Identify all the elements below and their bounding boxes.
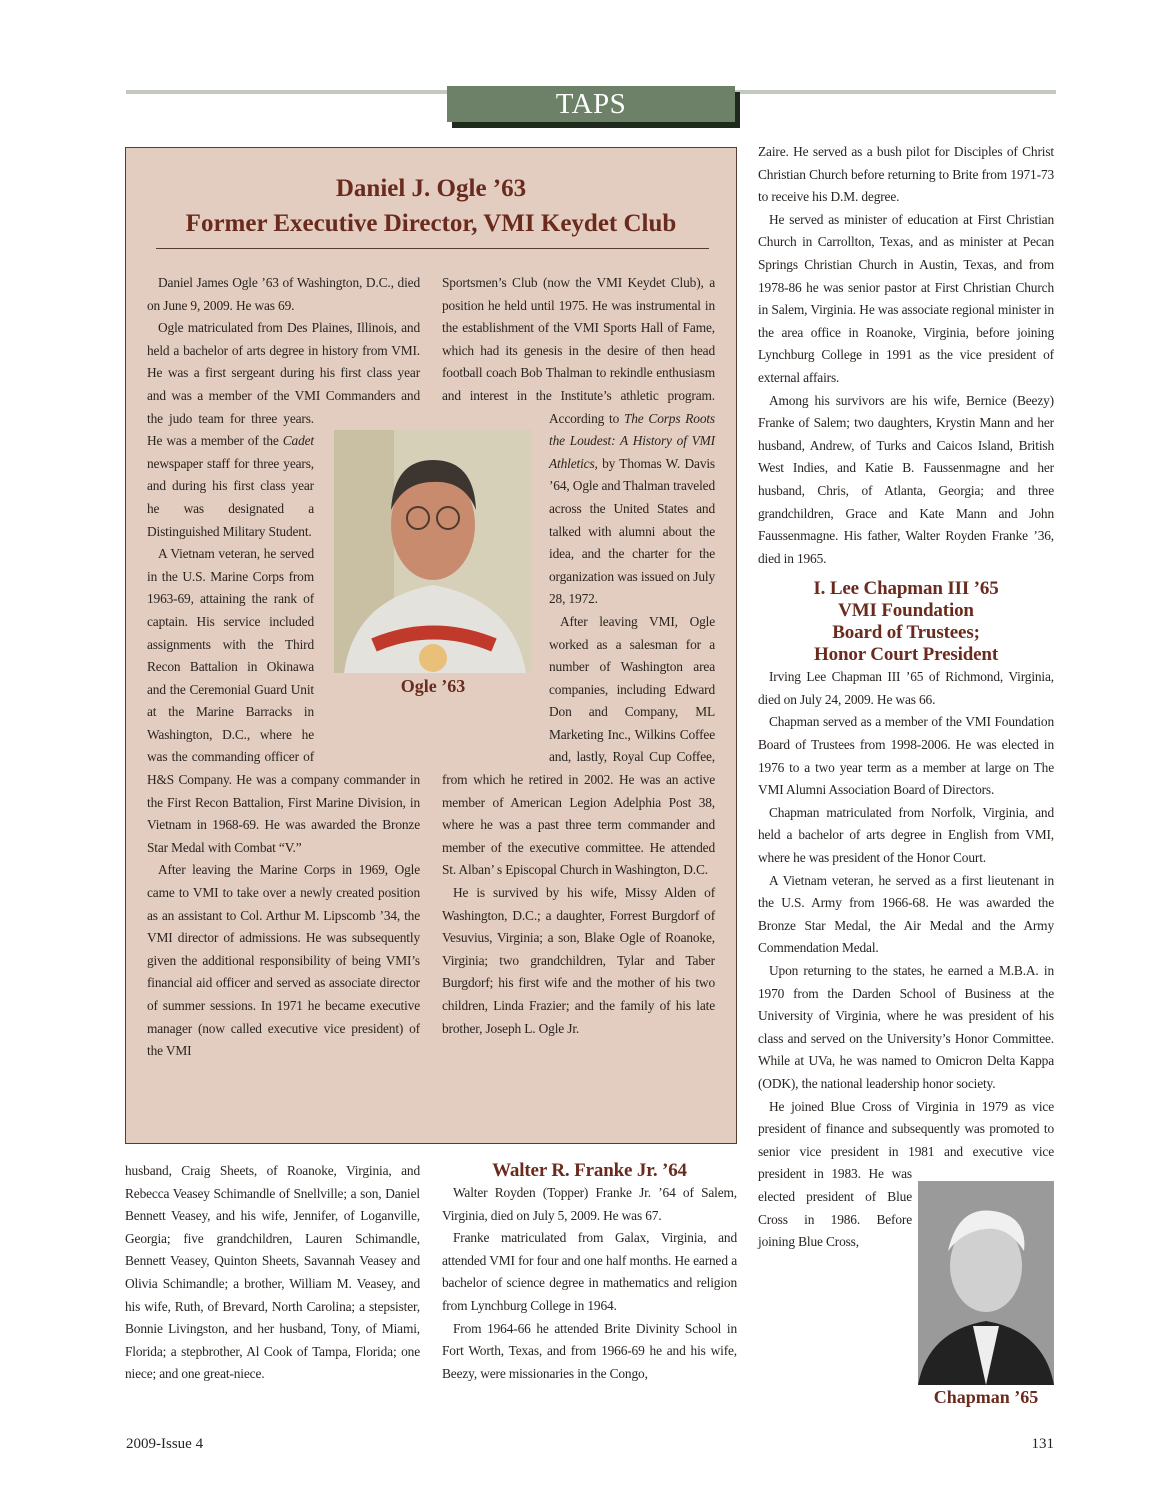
paragraph: Upon returning to the states, he earned a M.B.A. in 1970 from the Darden School of Business at the University of Virginia, where he was president of his class and served on the University’s Honor Committee. While at UVa, he was named to Omicron Delta Kappa (ODK), the national leadership honor society. bbox=[758, 963, 1054, 1091]
paragraph: Walter Royden (Topper) Franke Jr. ’64 of Salem, Virginia, died on July 5, 2009. He was 67. bbox=[442, 1185, 737, 1223]
franke-column bbox=[442, 1160, 737, 1385]
paragraph: Zaire. He served as a bush pilot for Disciples of Christ Christian Church before returning to Brite from 1971-73 to receive his D.M. degree. bbox=[758, 144, 1054, 205]
text-segment: newspaper staff for three years, and during his first class year he was designated a Distinguished Military Student. bbox=[147, 455, 314, 539]
chapman-photo bbox=[918, 1181, 1054, 1385]
paragraph: Chapman matriculated from Norfolk, Virginia, and held a bachelor of arts degree in English from VMI, where he was president of the Honor Court. bbox=[758, 804, 1054, 866]
text-segment: Sportsmen’s Club (now the VMI Keydet Club), a position he held until 1975. He was instrumental in the establishment of the VMI Sports Hall of Fame, which had its genesis in the desire of then head football coach Bob Thalman to rekindle enthusiasm and interest in the Institute’s athletic program. According to bbox=[442, 275, 715, 426]
paragraph: He served as minister of education at First Christian Church in Carrollton, Texas, and as minister at Pecan Springs Christian Church in Austin, Texas, and from 1978-86 he was senior pastor at First Christian Church in Salem, Virginia. He was associate regional minister in the area office in Roanoke, Virginia, before joining Lynchburg College in 1991 as the vice president of external affairs. bbox=[758, 211, 1054, 385]
issue-label: 2009-Issue 4 bbox=[126, 1436, 204, 1452]
section-banner: TAPS bbox=[447, 86, 735, 122]
ogle-title: Daniel J. Ogle ’63 bbox=[335, 175, 527, 202]
chapman-title: I. Lee Chapman III ’65 VMI Foundation Board of Trustees; Honor Court President bbox=[813, 578, 999, 666]
paragraph: Irving Lee Chapman III ’65 of Richmond, Virginia, died on July 24, 2009. He was 66. bbox=[758, 669, 1054, 707]
title-divider bbox=[156, 248, 709, 249]
text-segment: After leaving the Marine Corps in 1969, Ogle came to VMI to take over a newly created position as an assistant to Col. Arthur M. Lipscomb ’34, the VMI director of admissions. He was subsequently given the additional responsibility of being VMI’s financial aid officer and served as associate director of summer sessions. In 1971 he became executive manager (now called executive vice president) of the VMI bbox=[147, 862, 420, 1059]
paragraph: He joined Blue Cross of Virginia in 1979 as vice president of finance and subsequently was promoted to senior vice president in 1981 and executive vice president in 1983. He was elected president of Blue Cross in 1986. Before joining Blue Cross, bbox=[758, 1098, 1054, 1250]
chapman-photo-caption: Chapman ’65 bbox=[933, 1387, 1039, 1407]
paragraph: Franke matriculated from Galax, Virginia, and attended VMI for four and one half months. He earned a bachelor of science degree in mathematics and religion from Lynchburg College in 1964. bbox=[442, 1230, 737, 1313]
paragraph: A Vietnam veteran, he served as a first lieutenant in the U.S. Army from 1966-68. He was awarded the Bronze Star Medal, the Air Medal and the Army Commendation Medal. bbox=[758, 872, 1054, 956]
veasey-continued-column bbox=[125, 1160, 420, 1386]
ogle-subtitle: Former Executive Director, VMI Keydet Club bbox=[185, 210, 677, 237]
text-segment: After leaving VMI, Ogle worked as a salesman for a number of Washington area companies, including Edward Don and Company, ML Marketing Inc., Wilkins Coffee and, lastly, Royal Cup Coffee, from which he retired in 2002. He was an active member of American Legion Adelphia Post 38, where he was a past three term commander and member of the executive committee. He attended St. Alban’ s Episcopal Church in Washington, D.C. bbox=[442, 613, 715, 878]
paragraph bbox=[442, 882, 715, 1040]
ogle-photo-caption: Ogle ’63 bbox=[400, 676, 466, 696]
text-segment: Daniel James Ogle ’63 of Washington, D.C., died on June 9, 2009. He was 69. bbox=[147, 275, 420, 313]
paragraph: husband, Craig Sheets, of Roanoke, Virginia, and Rebecca Veasey Schimandle of Snellville; a son, Daniel Bennett Veasey, and his wife, Jennifer, of Loganville, Georgia; five grandchildren, Lauren Schimandle, Bennett Veasey, Quinton Sheets, Savannah Veasey and Olivia Schimandle; a brother, William M. Veasey, and his wife, Ruth, of Brevard, North Carolina; a stepsister, Bonnie Livingston, and her husband, Tony, of Miami, Florida; a stepbrother, Al Cook of Tampa, Florida; one niece; and one great-niece. bbox=[125, 1163, 420, 1382]
paragraph: From 1964-66 he attended Brite Divinity School in Fort Worth, Texas, and from 1966-69 he and his wife, Beezy, were missionaries in the Congo, bbox=[442, 1320, 737, 1381]
franke-title: Walter R. Franke Jr. ’64 bbox=[492, 1160, 687, 1181]
paragraph: Among his survivors are his wife, Bernice (Beezy) Franke of Salem; two daughters, Krystin Mann and her husband, Andrew, of Turks and Caicos Island, British West Indies, and Katie B. Faussenmagne and her husband, Chris, of Atlanta, Georgia; and three grandchildren, Grace and Kate Mann and John Faussenmagne. His father, Walter Royden Franke ’36, died in 1965. bbox=[758, 392, 1054, 566]
text-segment: He is survived by his wife, Missy Alden of Washington, D.C.; a daughter, Forrest Burgdorf of Vesuvius, Virginia; a son, Blake Ogle of Roanoke, Virginia; two grandchildren, Tylar and Taber Burgdorf; his first wife and the mother of his two children, Linda Frazier; and the family of his late brother, Joseph L. Ogle Jr. bbox=[442, 885, 715, 1036]
paragraph bbox=[147, 859, 420, 1062]
text-segment: by Thomas W. Davis ’64, Ogle and Thalman traveled across the United States and talked with alumni about the idea, and the charter for the organization was issued on July 28, 1972. bbox=[549, 455, 715, 607]
paragraph: Chapman served as a member of the VMI Foundation Board of Trustees from 1998-2006. He was elected in 1976 to a two year term as a member at large on The VMI Alumni Association Board of Directors. bbox=[758, 714, 1054, 798]
ogle-photo bbox=[334, 430, 532, 673]
text-segment: Ogle matriculated from Des Plaines, Illinois, and held a bachelor of arts degree in history from VMI. He was a first sergeant during his first class year and was a member of the VMI Commanders and the judo team for three years. He was a member of the bbox=[147, 320, 420, 449]
text-segment: A Vietnam veteran, he served in the U.S. Marine Corps from 1963-69, attaining the rank of captain. His service included assignments with the Third Recon Battalion in Okinawa and the Ceremonial Guard Unit at the Marine Barracks in Washington, D.C., where he was the commanding officer of H&S Company. He was a company commander in the First Recon Battalion, First Marine Division, in Vietnam in 1968-69. He was awarded the Bronze Star Medal with Combat “V.” bbox=[147, 546, 420, 855]
paragraph bbox=[147, 272, 420, 317]
page-number: 131 bbox=[1031, 1436, 1054, 1452]
italic-title: Cadet bbox=[282, 433, 314, 449]
italic-title: The Corps Roots the Loudest: A History of VMI Athletics, bbox=[549, 410, 715, 471]
